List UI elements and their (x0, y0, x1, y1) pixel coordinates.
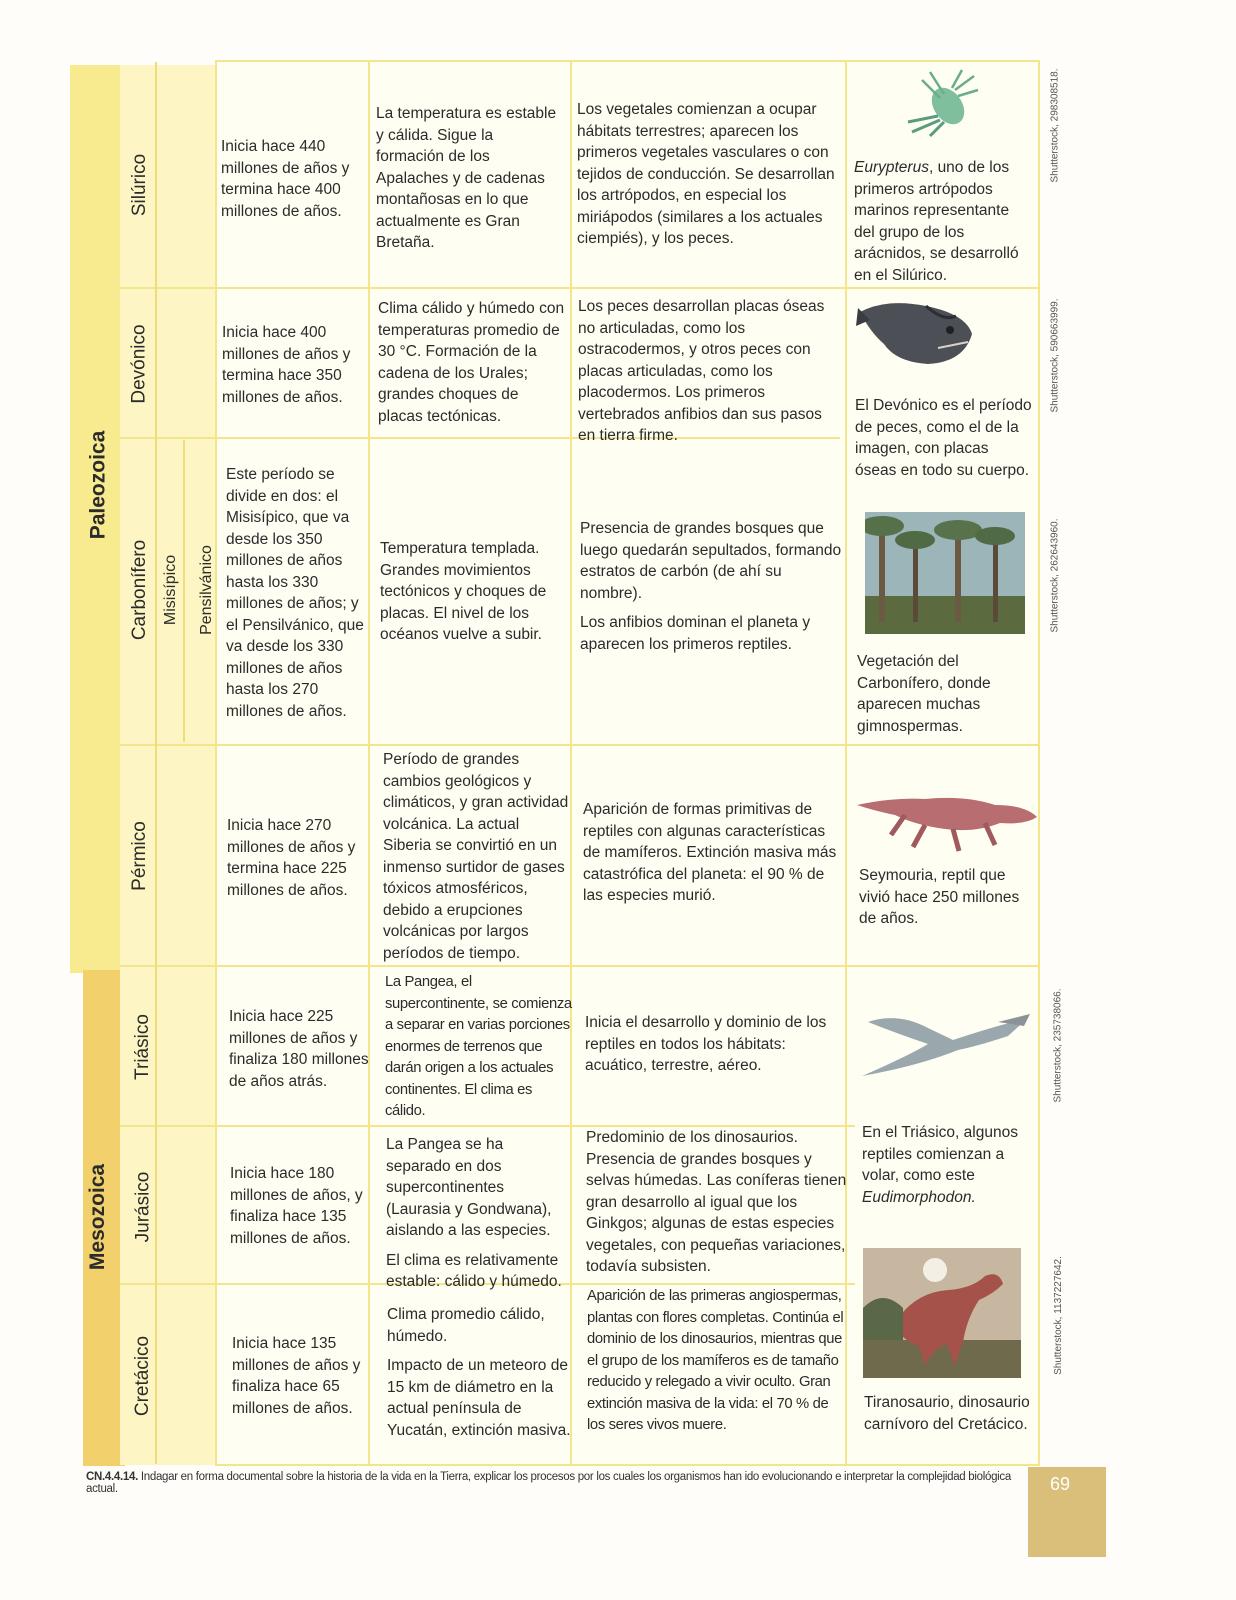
photo-credit: Shutterstock, 235738066. (1052, 988, 1064, 1102)
permico-climate: Período de grandes cambios geológicos y climáticos, y gran actividad volcánica. La actual Siberia se convirtió en un inmenso surtidor de gases tóxicos atmosféricos, debido a erupciones volcánicas por largos períodos de tiempo. (383, 751, 569, 962)
seymouria-image (855, 775, 1040, 853)
cretacico-climate (387, 1304, 573, 1449)
carbonifero-climate: Temperatura templada. Grandes movimientos tectónicos y choques de placas. El nivel de los océanos vuelve a subir. (380, 540, 547, 643)
photo-credit: Shutterstock, 262643960. (1049, 518, 1061, 632)
devonico-time: Inicia hace 400 millones de años y termina hace 350 millones de años. (222, 324, 351, 406)
permico-time: Inicia hace 270 millones de años y termina hace 225 millones de años. (227, 817, 356, 899)
triasico-climate: La Pangea, el supercontinente, se comienza a separar en varias porciones enormes de terrenos que darán origen a los actuales continentes. El clima es cálido. (385, 974, 572, 1119)
period-label-triasico: Triásico (132, 1014, 153, 1080)
era-label-mesozoica: Mesozoica (86, 1163, 110, 1271)
jurasico-climate (386, 1134, 572, 1301)
devonico-life: Los peces desarrollan placas óseas no articuladas, como los ostracodermos, y otros peces con placas articuladas, como los placodermos. Los primeros vertebrados anfibios dan sus pasos en tierra firme. (578, 298, 825, 444)
period-label-jurasico: Jurásico (132, 1171, 153, 1243)
carbonifero-time: Este período se divide en dos: el Misisípico, que va desde los 350 millones de años hasta los 330 millones de años; y el Pensilvánico, que va desde los 330 millones de años hasta los 270 millones de años. (226, 466, 364, 720)
carboniferous-forest-image (865, 512, 1025, 634)
photo-credit: Shutterstock, 590663999. (1049, 298, 1061, 412)
jurasico-climate-stable: El clima es relativamente estable: cálido y húmedo. (386, 1251, 562, 1290)
silurico-time: Inicia hace 440 millones de años y termina hace 400 millones de años. (221, 138, 350, 220)
cretacico-life: Aparición de las primeras angiospermas, plantas con flores completas. Continúa el dominio de los dinosaurios, mientras que el grupo de los mamíferos es de tamaño reducido y relegado a vivir oculto. Gran extinción masiva de la vida: el 70 % de los seres vivos muere. (587, 1288, 844, 1433)
carbonifero-life-amphibians: Los anfibios dominan el planeta y aparecen los primeros reptiles. (580, 614, 811, 653)
eurypterus-image (900, 68, 980, 138)
period-label-cretacico: Cretácico (132, 1335, 153, 1417)
carbonifero-life-forests: Presencia de grandes bosques que luego quedarán sepultados, formando estratos de carbón (de ahí su nombre). (580, 520, 842, 602)
subperiod-label-misisipico: Misisípico (162, 554, 180, 626)
silurico-climate: La temperatura es estable y cálida. Sigue la formación de los Apalaches y de cadenas montañosas en lo que actualmente es Gran Bretaña. (376, 105, 557, 251)
devonico-climate: Clima cálido y húmedo con temperaturas promedio de 30 °C. Formación de la cadena de los Urales; grandes choques de placas tectónicas. (378, 300, 565, 425)
tyrannosaurus-image (863, 1248, 1021, 1378)
period-label-silurico: Silúrico (129, 153, 150, 217)
curriculum-code: CN.4.4.14. (86, 1471, 138, 1483)
period-label-devonico: Devónico (129, 324, 150, 404)
eurypterus-caption: Eurypterus, uno de los primeros artrópodos marinos representante del grupo de los arácnidos, se desarrolló en el Silúrico. (854, 159, 1019, 284)
carbonifero-caption: Vegetación del Carbonífero, donde aparecen muchas gimnospermas. (857, 653, 991, 735)
row-divider (120, 965, 1040, 967)
row-divider (120, 287, 1040, 289)
photo-credit: Shutterstock, 298308518. (1049, 68, 1061, 182)
silurico-life: Los vegetales comienzan a ocupar hábitats terrestres; aparecen los primeros vegetales vasculares o con tejidos de conducción. Se desarrollan los artrópodos, en especial los miriápodos (similares a los actuales ciempiés), y los peces. (577, 101, 835, 247)
eudimorphodon-name: Eudimorphodon. (862, 1188, 976, 1206)
triasico-time: Inicia hace 225 millones de años y finaliza 180 millones de años atrás. (229, 1008, 369, 1090)
cretacico-climate-average: Clima promedio cálido, húmedo. (387, 1306, 545, 1345)
tiranosaurio-caption: Tiranosaurio, dinosaurio carnívoro del Cretácico. (864, 1394, 1030, 1433)
devonico-caption: El Devónico es el período de peces, como el de la imagen, con placas óseas en todo su cuerpo. (855, 397, 1032, 479)
carbonifero-life (580, 518, 842, 663)
eudimorphodon-caption: En el Triásico, algunos reptiles comienzan a volar, como este Eudimorphodon. (862, 1124, 1018, 1206)
curriculum-footer: CN.4.4.14. Indagar en forma documental sobre la historia de la vida en la Tierra, explicar los procesos por los cuales los organismos han ido evolucionando e interpretar la complejidad biológica actual. (86, 1471, 1011, 1495)
page-number: 69 (1049, 1474, 1071, 1494)
period-label-carbonifero: Carbonífero (129, 539, 150, 641)
eudimorphodon-image (858, 1010, 1033, 1080)
triasico-life: Inicia el desarrollo y dominio de los reptiles en todos los hábitats: acuático, terrestre, aéreo. (585, 1014, 827, 1074)
photo-credit: Shutterstock, 1137227642. (1052, 1255, 1064, 1375)
jurasico-time: Inicia hace 180 millones de años, y finaliza hace 135 millones de años. (230, 1165, 363, 1247)
seymouria-caption: Seymouria, reptil que vivió hace 250 millones de años. (859, 867, 1020, 927)
eurypterus-name: Eurypterus (854, 159, 929, 176)
cretacico-time: Inicia hace 135 millones de años y finaliza hace 65 millones de años. (232, 1335, 361, 1417)
row-divider (120, 744, 1040, 746)
jurasico-climate-pangea: La Pangea se ha separado en dos supercontinentes (Laurasia y Gondwana), aislando a las especies. (386, 1136, 552, 1239)
subperiod-label-pensilvanico: Pensilvánico (198, 545, 216, 635)
permico-life: Aparición de formas primitivas de reptiles con algunas características de mamíferos. Extinción masiva más catastrófica del planeta: el 90 % de las especies murió. (583, 801, 837, 904)
period-label-permico: Pérmico (129, 821, 150, 891)
col-divider (368, 62, 370, 1464)
jurasico-life: Predominio de los dinosaurios. Presencia de grandes bosques y selvas húmedas. Las coníferas tienen gran desarrollo al igual que los Ginkgos; algunas de estas especies vegetales, con pequeñas variaciones, todavía subsisten. (586, 1129, 847, 1275)
cretacico-climate-meteor: Impacto de un meteoro de 15 km de diámetro en la actual península de Yucatán, extinción masiva. (387, 1357, 571, 1439)
era-label-paleozoica: Paleozoica (86, 430, 109, 540)
devonian-fish-image (856, 292, 976, 370)
